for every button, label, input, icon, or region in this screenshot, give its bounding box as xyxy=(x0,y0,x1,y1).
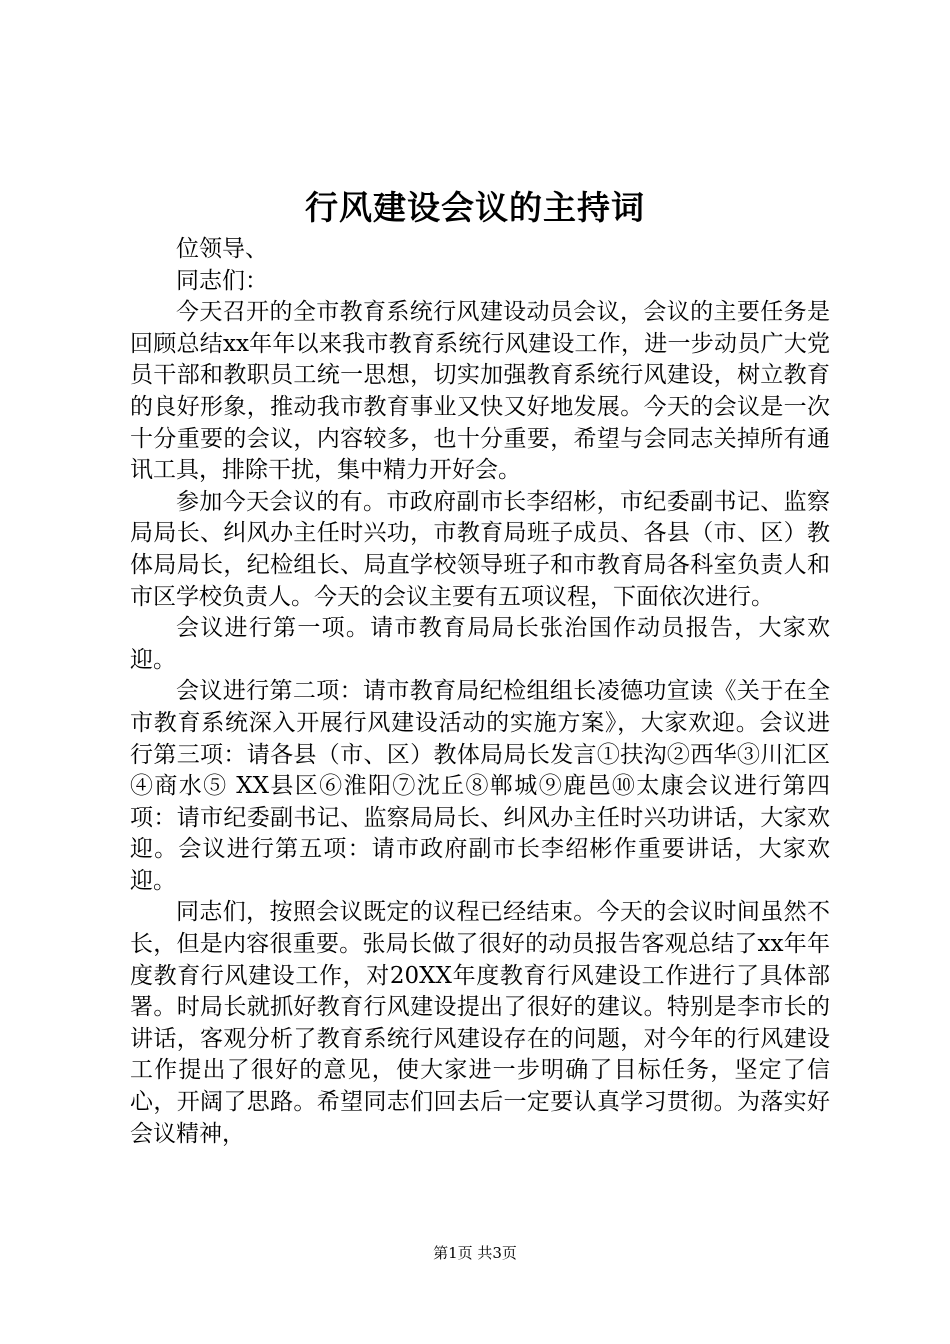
salutation-leaders: 位领导、 xyxy=(176,236,268,262)
salutation-comrades: 同志们： xyxy=(176,267,268,294)
paragraph-attendees: 参加今天会议的有。市政府副市长李绍彬，市纪委副书记、监察局局长、纠风办主任时兴功，市教育局班子成员、各县（市、区）教体局局长，纪检组长、局直学校领导班子和市教育局各科室负责人和市区学校负责人。今天的会议主要有五项议程，下面依次进行。 xyxy=(130,488,830,610)
paragraph-summary: 同志们，按照会议既定的议程已经结束。今天的会议时间虽然不长，但是内容很重要。张局长做了很好的动员报告客观总结了xx年年度教育行风建设工作，对20XX年度教育行风建设工作进行了具体部署。时局长就抓好教育行风建设提出了很好的建议。特别是李市长的讲话，客观分析了教育系统行风建设存在的问题，对今年的行风建设工作提出了很好的意见，使大家进一步明确了目标任务，坚定了信心，开阔了思路。希望同志们回去后一定要认真学习贯彻。为落实好会议精神， xyxy=(130,899,830,1147)
paragraph-opening: 今天召开的全市教育系统行风建设动员会议，会议的主要任务是回顾总结xx年年以来我市教育系统行风建设工作，进一步动员广大党员干部和教职员工统一思想，切实加强教育系统行风建设，树立教育的良好形象，推动我市教育事业又快又好地发展。今天的会议是一次十分重要的会议，内容较多，也十分重要，希望与会同志关掉所有通讯工具，排除干扰，集中精力开好会。 xyxy=(130,299,830,484)
document-title: 行风建设会议的主持词 xyxy=(305,188,645,227)
paragraph-agenda-items-2-5: 会议进行第二项：请市教育局纪检组组长凌德功宣读《关于在全市教育系统深入开展行风建设活动的实施方案》，大家欢迎。会议进行第三项：请各县（市、区）教体局局长发言①扶沟②西华③川汇区④商水⑤ XX县区⑥淮阳⑦沈丘⑧郸城⑨鹿邑⑩太康会议进行第四项：请市纪委副书记、监察局局长、纠风办主任时兴功讲话，大家欢迎。会议进行第五项：请市政府副市长李绍彬作重要讲话，大家欢迎。 xyxy=(130,678,830,894)
page-number-footer: 第1页 共3页 xyxy=(433,1244,517,1262)
document-body xyxy=(130,234,830,1150)
paragraph-agenda-item-1: 会议进行第一项。请市教育局局长张治国作动员报告，大家欢迎。 xyxy=(130,615,830,673)
